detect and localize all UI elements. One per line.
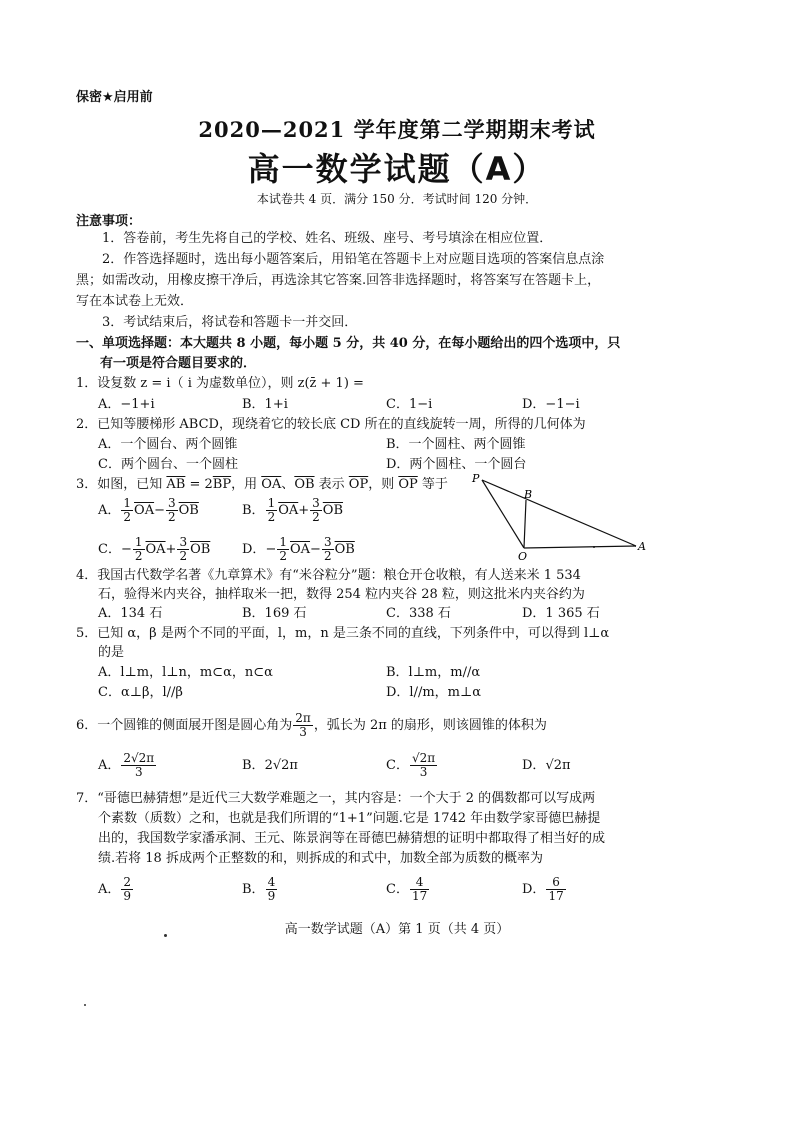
label-p: P bbox=[472, 472, 480, 485]
q2-option-d: D．两个圆柱、一个圆台 bbox=[386, 457, 527, 472]
section-heading-line-2: 有一项是符合题目要求的． bbox=[100, 356, 257, 371]
scan-speck bbox=[164, 934, 167, 937]
label-a: A bbox=[638, 540, 646, 553]
notes-title: 注意事项： bbox=[76, 214, 142, 229]
q5-stem-line-1: 5．已知 α，β 是两个不同的平面，l，m，n 是三条不同的直线，下列条件中，可以得到 l⊥α bbox=[76, 626, 610, 641]
q1-option-c: C．1−i bbox=[386, 397, 433, 412]
q3-option-c: C．− $\frac{1}{2}$ $\overline{OA}+$ $\frac{3}{2}$ $\overline{OB}$ bbox=[98, 535, 211, 563]
q1-stem: 1．设复数 z = i（ i 为虚数单位），则 z(z̄ + 1) = bbox=[76, 376, 364, 391]
label-o: O bbox=[518, 550, 528, 562]
q7-option-d: D． $\frac{6}{17}$ bbox=[522, 875, 564, 903]
line-oa bbox=[524, 546, 636, 548]
page-footer: 高一数学试题（A）第 1 页（共 4 页） bbox=[284, 922, 510, 937]
confidential-label: 保密★启用前 bbox=[76, 90, 153, 105]
q7-stem-line-4: 绩.若将 18 拆成两个正整数的和，则拆成的和式中，加数全部为质数的概率为 bbox=[98, 851, 543, 866]
q5-stem-line-2: 的是 bbox=[98, 645, 125, 660]
note-2-line-2: 黑；如需改动，用橡皮擦干净后，再选涂其它答案.回答非选择题时，将答案写在答题卡上， bbox=[76, 273, 601, 288]
label-b: B bbox=[524, 488, 533, 501]
q6-option-b: B．2√2π bbox=[242, 758, 298, 773]
q7-option-a: A． $\frac{2}{9}$ bbox=[98, 875, 132, 903]
q7-stem-line-1: 7．“哥德巴赫猜想”是近代三大数学难题之一，其内容是：一个大于 2 的偶数都可以写成两 bbox=[76, 791, 596, 806]
line-ob bbox=[524, 500, 526, 548]
exam-title: 2020—2021 学年度第二学期期末考试 bbox=[198, 117, 596, 142]
q2-option-a: A．一个圆台、两个圆锥 bbox=[98, 437, 238, 452]
q4-stem-line-2: 石，验得米内夹谷，抽样取米一把，数得 254 粒内夹谷 28 粒，则这批米内夹谷约为 bbox=[98, 587, 585, 602]
q6-option-c: C． $\frac{√2\pi}{3}$ bbox=[386, 751, 436, 779]
q2-option-c: C．两个圆台、一个圆柱 bbox=[98, 457, 238, 472]
q5-option-b: B．l⊥m，m//α bbox=[386, 665, 481, 680]
q2-option-b: B．一个圆柱、两个圆锥 bbox=[386, 437, 526, 452]
q5-option-a: A．l⊥m，l⊥n，m⊂α，n⊂α bbox=[98, 665, 273, 680]
scan-speck bbox=[84, 1004, 86, 1006]
paper-title: 高一数学试题（A） bbox=[247, 150, 547, 188]
section-heading-line-1: 一、单项选择题：本大题共 8 小题，每小题 5 分，共 40 分，在每小题给出的四个选项中，只 bbox=[76, 336, 621, 351]
q6-option-d: D．√2π bbox=[522, 758, 571, 773]
q4-stem-line-1: 4．我国古代数学名著《九章算术》有“米谷粒分”题：粮仓开仓收粮，有人送来米 1 534 bbox=[76, 568, 581, 583]
note-2-line-1: 2．作答选择题时，选出每小题答案后，用铅笔在答题卡上对应题目选项的答案信息点涂 bbox=[102, 252, 605, 267]
note-1: 1．答卷前，考生先将自己的学校、姓名、班级、座号、考号填涂在相应位置． bbox=[102, 231, 553, 246]
q7-option-c: C． $\frac{4}{17}$ bbox=[386, 875, 428, 903]
q7-stem-line-2: 个素数（质数）之和，也就是我们所谓的“1+1”问题.它是 1742 年由数学家哥德巴赫提 bbox=[98, 811, 601, 826]
q7-option-b: B． $\frac{4}{9}$ bbox=[242, 875, 276, 903]
line-pa bbox=[482, 480, 636, 546]
q7-stem-line-3: 出的，我国数学家潘承洞、王元、陈景润等在哥德巴赫猜想的证明中都取得了相当好的成 bbox=[98, 831, 606, 846]
q4-option-a: A．134 石 bbox=[98, 606, 163, 621]
q4-option-b: B．169 石 bbox=[242, 606, 307, 621]
q3-option-d: D．− $\frac{1}{2}$ $\overline{OA}-$ $\frac{3}{2}$ $\overline{OB}$ bbox=[242, 535, 355, 563]
q4-option-d: D．1 365 石 bbox=[522, 606, 600, 621]
line-po bbox=[482, 480, 524, 548]
q1-option-b: B．1+i bbox=[242, 397, 288, 412]
q2-stem: 2．已知等腰梯形 ABCD，现绕着它的较长底 CD 所在的直线旋转一周，所得的几何体为 bbox=[76, 417, 586, 432]
q1-option-a: A．−1+i bbox=[98, 397, 155, 412]
q3-option-a: A． $\frac{1}{2}$ $\overline{OA}-$ $\frac{3}{2}$ $\overline{OB}$ bbox=[98, 496, 199, 524]
note-3: 3．考试结束后，将试卷和答题卡一并交回． bbox=[102, 315, 358, 330]
note-2-line-3: 写在本试卷上无效． bbox=[76, 294, 194, 309]
q3-option-b: B． $\frac{1}{2}$ $\overline{OA}+$ $\frac{3}{2}$ $\overline{OB}$ bbox=[242, 496, 344, 524]
q4-option-c: C．338 石 bbox=[386, 606, 451, 621]
q5-option-d: D．l//m，m⊥α bbox=[386, 685, 481, 700]
q6-stem: 6．一个圆锥的侧面展开图是圆心角为 $\frac{2\pi}{3}$ ，弧长为 2π 的扇形，则该圆锥的体积为 bbox=[76, 711, 547, 739]
exam-info: 本试卷共 4 页．满分 150 分．考试时间 120 分钟． bbox=[256, 192, 538, 206]
q6-option-a: A． $\frac{2√2\pi}{3}$ bbox=[98, 751, 155, 779]
q5-option-c: C．α⊥β，l//β bbox=[98, 685, 183, 700]
q1-option-d: D．−1−i bbox=[522, 397, 580, 412]
q3-stem: 3．如图，已知 $\overline{AB} = 2\overline{BP}$，用 $\overline{OA}$、$\overline{OB}$ 表示 $\overline{OP}$，则 $\overline{OP}$ 等于 bbox=[76, 477, 448, 492]
q3-triangle-figure bbox=[468, 470, 658, 562]
